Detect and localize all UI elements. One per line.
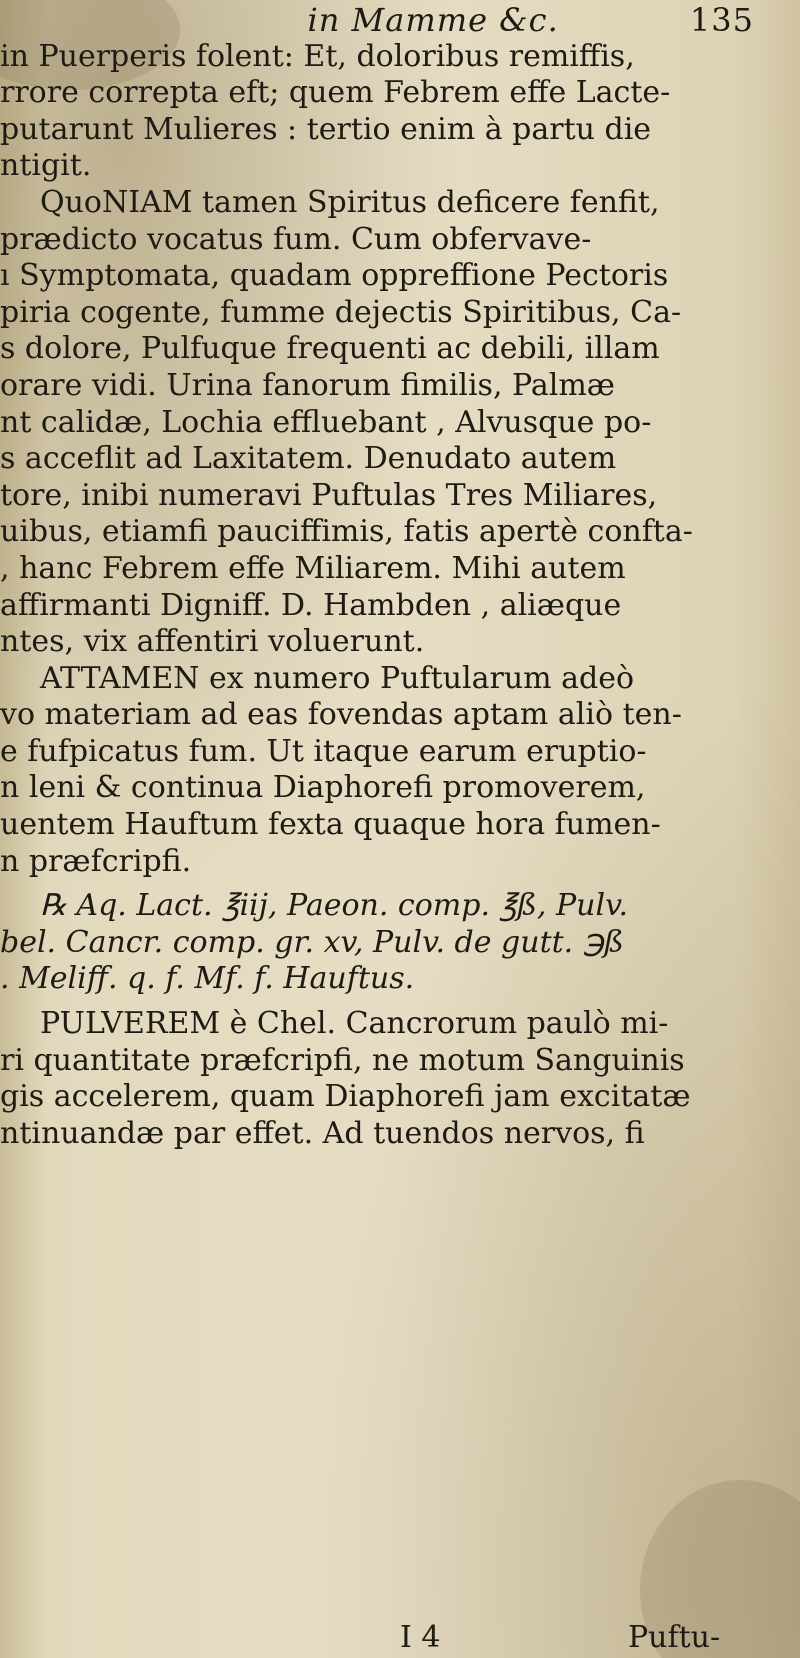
running-title: in Mamme &c. (307, 2, 559, 39)
text-line: s acceflit ad Laxitatem. Denudato autem (0, 441, 617, 477)
text-line: in Puerperis folent: Et, doloribus remiffis, (0, 38, 635, 74)
text-line: putarunt Mulieres : tertio enim à partu die (0, 111, 652, 147)
page-number: 135 (689, 2, 754, 39)
text-line: tore, inibi numeravi Puftulas Tres Miliares, (0, 477, 658, 513)
text-line: ntinuandæ par effet. Ad tuendos nervos, fi (0, 1115, 645, 1151)
text-line: gis accelerem, quam Diaphorefi jam excitatæ (0, 1079, 691, 1115)
text-line: prædicto vocatus fum. Cum obfervave- (0, 221, 592, 257)
text-line: ntigit. (0, 148, 92, 184)
text-line: nt calidæ, Lochia effluebant , Alvusque po- (0, 404, 652, 440)
text-line: n præfcripfi. (0, 843, 192, 879)
text-line: uentem Hauftum fexta quaque hora fumen- (0, 807, 661, 843)
text-line: piria cogente, fumme dejectis Spiritibus, Ca- (0, 294, 682, 330)
text-line: uibus, etiamfi pauciffimis, fatis apertè confta- (0, 514, 693, 550)
text-line: ri quantitate præfcripfi, ne motum Sanguinis (0, 1042, 685, 1078)
text-line: e fufpicatus fum. Ut itaque earum eruptio- (0, 733, 647, 769)
running-head (0, 2, 780, 39)
text-line: affirmanti Digniff. D. Hambden , aliæque (0, 587, 622, 623)
paragraph-start: PULVEREM è Chel. Cancrorum paulò mi- (40, 1006, 669, 1042)
text-line: ntes, vix affentiri voluerunt. (0, 624, 425, 660)
catchword: Puftu- (628, 1620, 721, 1655)
text-line: orare vidi. Urina fanorum fimilis, Palmæ (0, 367, 615, 403)
paragraph-start: ATTAMEN ex numero Puftularum adeò (40, 660, 635, 696)
text-line: s dolore, Pulfuque frequenti ac debili, illam (0, 331, 660, 367)
prescription-line: bel. Cancr. comp. gr. xv, Pulv. de gutt. ℈ß (0, 924, 624, 960)
paragraph-start: QuoNIAM tamen Spiritus deficere fenfit, (40, 184, 660, 220)
text-line: n leni & continua Diaphorefi promoverem, (0, 770, 646, 806)
signature-mark: I 4 (400, 1620, 441, 1655)
text-line: ı Symptomata, quadam oppreffione Pectoris (0, 258, 669, 294)
prescription-line: ℞ Aq. Lact. ℥iij, Paeon. comp. ℥ß, Pulv. (40, 888, 628, 924)
text-line: , hanc Febrem effe Miliarem. Mihi autem (0, 550, 626, 586)
text-line: vo materiam ad eas fovendas aptam aliò ten- (0, 697, 682, 733)
prescription-line: . Meliff. q. f. Mf. f. Hauftus. (0, 961, 415, 997)
text-line: rrore correpta eft; quem Febrem effe Lacte- (0, 75, 671, 111)
